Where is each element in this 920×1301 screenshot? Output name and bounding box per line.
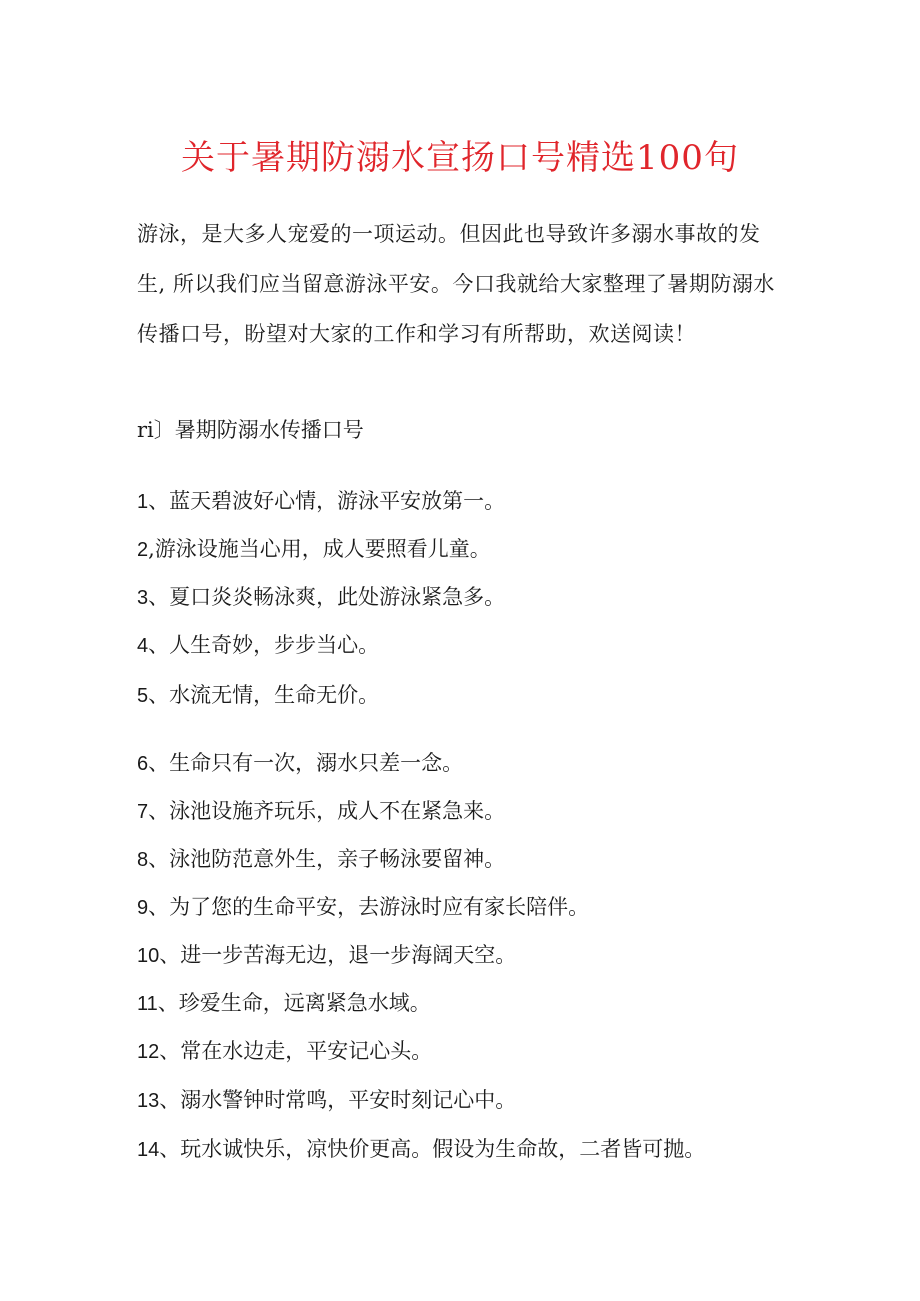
slogan-text: 为了您的生命平安，去游泳时应有家长陪伴。 bbox=[169, 895, 590, 919]
slogan-separator: 、 bbox=[148, 895, 170, 919]
slogan-separator: 、 bbox=[159, 1088, 181, 1112]
slogan-item bbox=[137, 985, 431, 1022]
slogan-separator: , bbox=[148, 537, 155, 561]
slogan-number: 12 bbox=[137, 1041, 160, 1063]
section-heading: ri〕暑期防溺水传播口号 bbox=[137, 418, 364, 442]
slogan-number: 5 bbox=[137, 685, 149, 707]
slogan-item bbox=[137, 937, 516, 974]
slogan-separator: 、 bbox=[157, 991, 179, 1015]
slogan-item bbox=[137, 841, 505, 878]
slogan-text: 夏口炎炎畅泳爽，此处游泳紧急多。 bbox=[169, 585, 506, 609]
slogan-item bbox=[137, 677, 379, 714]
slogan-separator: 、 bbox=[148, 683, 170, 707]
slogan-separator: 、 bbox=[159, 943, 181, 967]
slogan-item bbox=[137, 745, 463, 782]
slogan-separator: 、 bbox=[148, 751, 170, 775]
slogan-text: 泳池设施齐玩乐，成人不在紧急来。 bbox=[169, 799, 506, 823]
intro-paragraph: 游泳，是大多人宠爱的一项运动。但因此也导致许多溺水事故的发生, 所以我们应当留意游泳平安。今口我就给大家整理了暑期防溺水传播口号，盼望对大家的工作和学习有所帮助，欢送阅读！ bbox=[137, 222, 775, 346]
slogan-item bbox=[137, 793, 505, 830]
slogan-separator: 、 bbox=[148, 847, 170, 871]
slogan-separator: 、 bbox=[148, 585, 170, 609]
slogan-item bbox=[137, 627, 379, 664]
slogan-item bbox=[137, 531, 491, 568]
slogan-text: 玩水诚快乐，凉快价更高。假设为生命故，二者皆可抛。 bbox=[180, 1137, 706, 1161]
slogan-item bbox=[137, 1033, 432, 1070]
slogan-item bbox=[137, 889, 589, 926]
slogan-number: 8 bbox=[137, 849, 149, 871]
slogan-number: 11 bbox=[137, 993, 158, 1015]
slogan-number: 1 bbox=[137, 491, 149, 513]
slogan-item bbox=[137, 1131, 705, 1168]
slogan-number: 9 bbox=[137, 897, 149, 919]
slogan-number: 2 bbox=[137, 539, 149, 561]
slogan-text: 进一步苦海无边，退一步海阔天空。 bbox=[180, 943, 517, 967]
slogan-number: 6 bbox=[137, 753, 149, 775]
slogan-text: 游泳设施当心用，成人要照看儿童。 bbox=[154, 537, 491, 561]
slogan-text: 珍爱生命，远离紧急水域。 bbox=[178, 991, 431, 1015]
slogan-text: 常在水边走，平安记心头。 bbox=[180, 1039, 433, 1063]
slogan-number: 3 bbox=[137, 587, 149, 609]
slogan-item bbox=[137, 1082, 516, 1119]
slogan-number: 10 bbox=[137, 945, 160, 967]
slogan-item bbox=[137, 483, 505, 520]
slogan-separator: 、 bbox=[159, 1137, 181, 1161]
slogan-item bbox=[137, 579, 505, 616]
slogan-text: 人生奇妙，步步当心。 bbox=[169, 633, 380, 657]
slogan-text: 生命只有一次，溺水只差一念。 bbox=[169, 751, 464, 775]
slogan-separator: 、 bbox=[148, 799, 170, 823]
slogan-number: 13 bbox=[137, 1090, 160, 1112]
slogan-text: 泳池防范意外生，亲子畅泳要留神。 bbox=[169, 847, 506, 871]
slogan-separator: 、 bbox=[148, 633, 170, 657]
slogan-number: 14 bbox=[137, 1139, 160, 1161]
slogan-text: 溺水警钟时常鸣，平安时刻记心中。 bbox=[180, 1088, 517, 1112]
slogan-separator: 、 bbox=[148, 489, 170, 513]
slogan-separator: 、 bbox=[159, 1039, 181, 1063]
slogan-text: 蓝天碧波好心情，游泳平安放第一。 bbox=[169, 489, 506, 513]
slogan-number: 4 bbox=[137, 635, 149, 657]
slogan-number: 7 bbox=[137, 801, 149, 823]
slogan-text: 水流无情，生命无价。 bbox=[169, 683, 380, 707]
document-title: 关于暑期防溺水宣扬口号精选100句 bbox=[181, 138, 739, 178]
